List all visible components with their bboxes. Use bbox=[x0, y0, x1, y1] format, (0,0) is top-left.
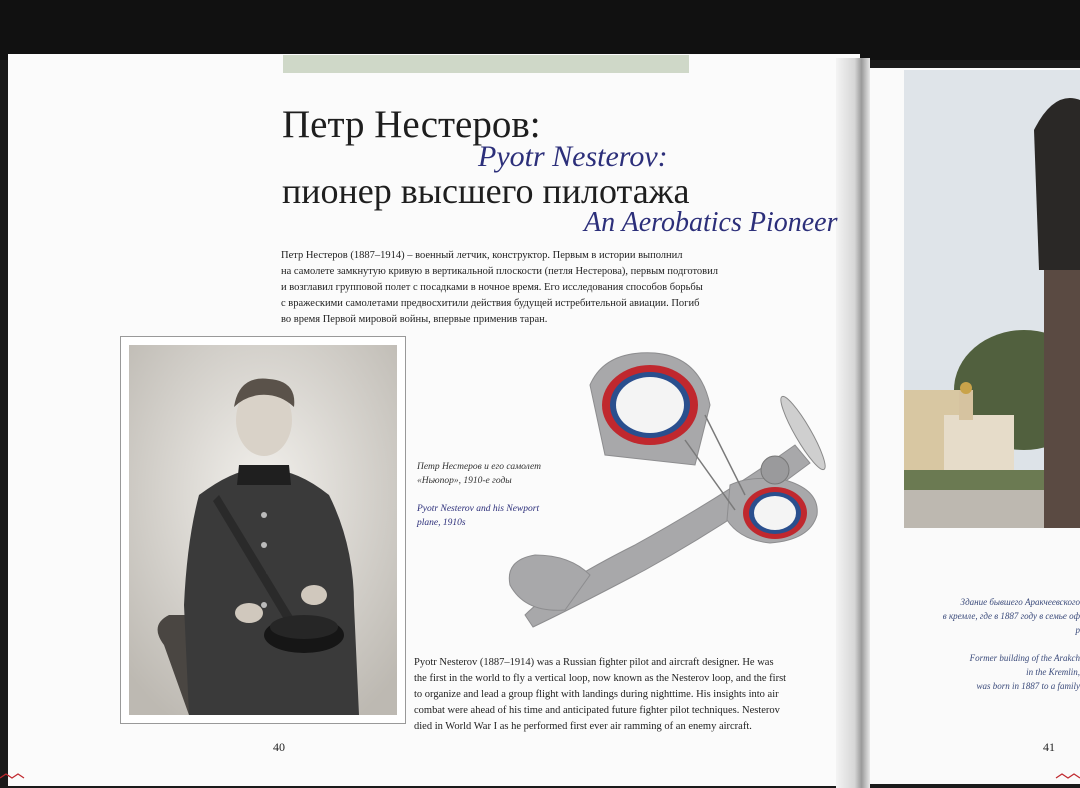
body-line: died in World War I as he performed first ever air ramming of an enemy aircraft. bbox=[414, 721, 752, 732]
intro-line: Петр Нестеров (1887–1914) – военный летчик, конструктор. Первым в истории выполнил bbox=[281, 250, 683, 261]
building-photo bbox=[904, 70, 1080, 528]
newport-plane-illustration bbox=[495, 345, 865, 645]
title-english-line2: An Aerobatics Pioneer bbox=[584, 207, 838, 238]
portrait-illustration bbox=[129, 345, 397, 715]
caption-line: in the Kremlin, bbox=[1026, 667, 1080, 677]
body-line: Pyotr Nesterov (1887–1914) was a Russian fighter pilot and aircraft designer. He was bbox=[414, 657, 774, 668]
body-line: combat were ahead of his time and anticipated future fighter pilot techniques. Nesterov bbox=[414, 705, 780, 716]
body-line: the first in the world to fly a vertical loop, now known as the Nesterov loop, and the first bbox=[414, 673, 787, 684]
caption-line: р bbox=[1075, 625, 1080, 635]
intro-line: с вражескими самолетами предвосхитили действия будущей истребительной авиации. Погиб bbox=[281, 298, 700, 309]
scan-background bbox=[0, 0, 1080, 60]
scan-edge-marks bbox=[0, 772, 1080, 784]
caption-line: в кремле, где в 1887 году в семье оф bbox=[942, 611, 1080, 621]
right-photo-caption bbox=[905, 595, 1080, 693]
building-photo-illustration bbox=[904, 70, 1080, 528]
portrait-photo bbox=[129, 345, 397, 715]
page-number-left: 40 bbox=[273, 740, 285, 754]
intro-line: и возглавил групповой полет с посадками в ночное время. Его исследования способов борьбы bbox=[281, 282, 703, 293]
header-color-bar bbox=[283, 55, 689, 73]
caption-line: Pyotr Nesterov and his Newport bbox=[417, 504, 540, 514]
intro-line: на самолете замкнутую кривую в вертикальной плоскости (петля Нестерова), первым подготовил bbox=[281, 266, 718, 277]
title-russian-line1: Петр Нестеров: bbox=[282, 103, 541, 146]
intro-line: во время Первой мировой войны, впервые применив таран. bbox=[281, 314, 548, 325]
portrait-photo-frame bbox=[120, 336, 406, 724]
body-line: to organize and lead a group flight with landings during nighttime. His insights into air bbox=[414, 689, 779, 700]
caption-line: Петр Нестеров и его самолет bbox=[417, 462, 541, 472]
title-russian-line2: пионер высшего пилотажа bbox=[282, 171, 690, 211]
title-english-line1: Pyotr Nesterov: bbox=[478, 140, 668, 173]
caption-line: plane, 1910s bbox=[417, 518, 466, 528]
body-paragraph-english bbox=[414, 655, 834, 735]
caption-line: was born in 1887 to a family bbox=[976, 681, 1080, 691]
intro-paragraph-russian bbox=[281, 248, 811, 328]
caption-line: «Ньюпор», 1910-е годы bbox=[417, 476, 512, 486]
caption-line: Здание бывшего Аракчеевского bbox=[960, 597, 1080, 607]
page-number-right: 41 bbox=[1043, 740, 1055, 754]
caption-line: Former building of the Arakch bbox=[969, 653, 1080, 663]
